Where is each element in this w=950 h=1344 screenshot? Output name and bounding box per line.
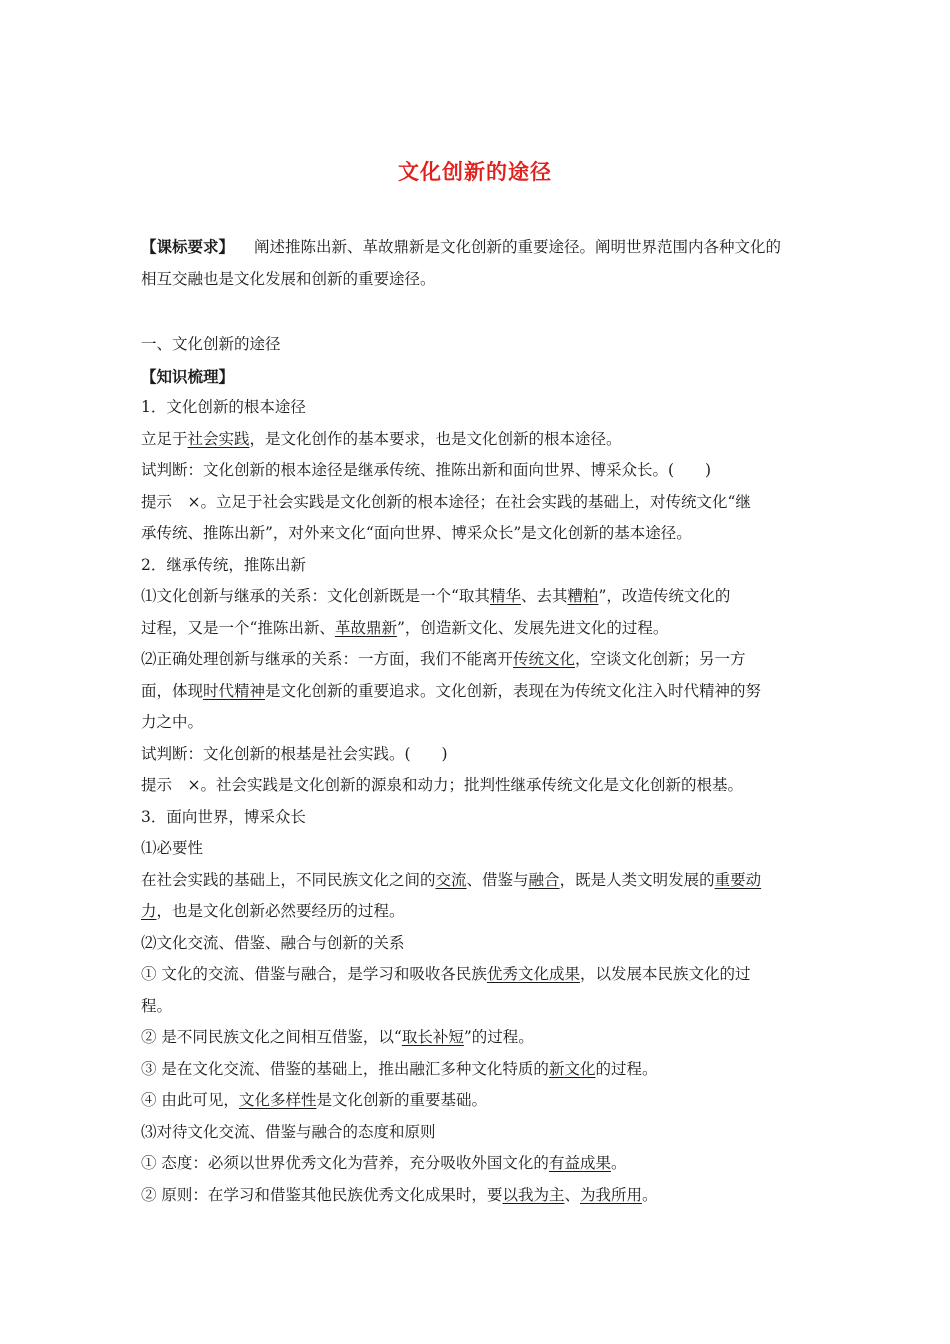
key-term: 取长补短 bbox=[401, 1028, 464, 1046]
point-3-d2: ② 是不同民族文化之间相互借鉴，以“取长补短”的过程。 bbox=[141, 1028, 534, 1046]
key-term: 有益成果 bbox=[548, 1154, 611, 1172]
point-2-question: 试判断：文化创新的根基是社会实践。( ) bbox=[141, 744, 448, 763]
key-term: 融合 bbox=[528, 870, 560, 889]
key-term: 优秀文化成果 bbox=[486, 965, 580, 983]
point-3-sub-1: ⑴必要性 bbox=[141, 839, 204, 857]
point-2-b-line-3: 力之中。 bbox=[141, 713, 204, 731]
key-term: 力 bbox=[141, 902, 157, 920]
key-term: 以我为主 bbox=[502, 1185, 565, 1204]
point-3-d4: ④ 由此可见，文化多样性是文化创新的重要基础。 bbox=[141, 1091, 487, 1109]
point-2-hint: 提示 ×。社会实践是文化创新的源泉和动力；批判性继承传统文化是文化创新的根基。 bbox=[141, 776, 743, 794]
requirement-text-2: 相互交融也是文化发展和创新的重要途径。 bbox=[141, 269, 436, 288]
key-term: 文化多样性 bbox=[238, 1091, 317, 1109]
key-term: 交流 bbox=[435, 870, 467, 889]
key-term: 为我所用 bbox=[579, 1185, 642, 1204]
point-2-heading: 2．继承传统，推陈出新 bbox=[141, 555, 306, 574]
key-term: 革故鼎新 bbox=[334, 618, 397, 637]
knowledge-tag: 【知识梳理】 bbox=[141, 366, 235, 386]
key-term: 糟粕 bbox=[567, 587, 599, 605]
point-2-b-line-2: 面，体现时代精神是文化创新的重要追求。文化创新，表现在为传统文化注入时代精神的努 bbox=[141, 681, 762, 700]
point-1-text: 立足于社会实践，是文化创作的基本要求，也是文化创新的根本途径。 bbox=[141, 429, 622, 448]
key-term: 传统文化 bbox=[513, 650, 576, 668]
point-2-b-line-1: ⑵正确处理创新与继承的关系：一方面，我们不能离开传统文化，空谈文化创新；另一方 bbox=[141, 650, 746, 668]
point-3-d1: ① 文化的交流、借鉴与融合，是学习和吸收各民族优秀文化成果，以发展本民族文化的过 bbox=[141, 965, 751, 983]
point-2-a-line-1: ⑴文化创新与继承的关系：文化创新既是一个“取其精华、去其糟粕”，改造传统文化的 bbox=[141, 587, 731, 605]
point-1-hint-2: 承传统、推陈出新”，对外来文化“面向世界、博采众长”是文化创新的基本途径。 bbox=[141, 524, 692, 542]
point-2-a-line-2: 过程，又是一个“推陈出新、革故鼎新”，创造新文化、发展先进文化的过程。 bbox=[141, 618, 669, 637]
key-term: 重要动 bbox=[714, 870, 762, 889]
point-1-heading: 1．文化创新的根本途径 bbox=[141, 398, 306, 416]
point-3-e2: ② 原则：在学习和借鉴其他民族优秀文化成果时，要以我为主、为我所用。 bbox=[141, 1185, 658, 1204]
point-3-d3: ③ 是在文化交流、借鉴的基础上，推出融汇多种文化特质的新文化的过程。 bbox=[141, 1059, 658, 1078]
page-title: 文化创新的途径 bbox=[398, 160, 552, 184]
document-body bbox=[141, 231, 813, 1211]
section-heading-1: 一、文化创新的途径 bbox=[141, 335, 281, 353]
point-3-heading: 3．面向世界，博采众长 bbox=[141, 807, 306, 826]
requirement-text-1: 阐述推陈出新、革故鼎新是文化创新的重要途径。阐明世界范围内各种文化的 bbox=[254, 238, 782, 256]
key-term: 精华 bbox=[489, 587, 521, 605]
point-3-sub-3: ⑶对待文化交流、借鉴与融合的态度和原则 bbox=[141, 1122, 436, 1141]
point-3-sub-2: ⑵文化交流、借鉴、融合与创新的关系 bbox=[141, 933, 405, 952]
key-term: 社会实践 bbox=[187, 429, 250, 448]
key-term: 新文化 bbox=[548, 1059, 596, 1078]
point-1-hint-1: 提示 ×。立足于社会实践是文化创新的根本途径；在社会实践的基础上，对传统文化“继 bbox=[141, 492, 751, 511]
key-term: 时代精神 bbox=[203, 681, 266, 700]
point-3-c-line-2: 力，也是文化创新必然要经历的过程。 bbox=[141, 902, 405, 920]
point-3-c-line-1: 在社会实践的基础上，不同民族文化之间的交流、借鉴与融合，既是人类文明发展的重要动 bbox=[141, 870, 762, 889]
curriculum-requirement bbox=[141, 231, 813, 264]
requirement-tag: 【课标要求】 bbox=[141, 237, 235, 256]
point-1-question: 试判断：文化创新的根本途径是继承传统、推陈出新和面向世界、博采众长。( ) bbox=[141, 461, 712, 479]
point-3-d1-cont: 程。 bbox=[141, 996, 173, 1015]
point-3-e1: ① 态度：必须以世界优秀文化为营养，充分吸收外国文化的有益成果。 bbox=[141, 1154, 627, 1172]
